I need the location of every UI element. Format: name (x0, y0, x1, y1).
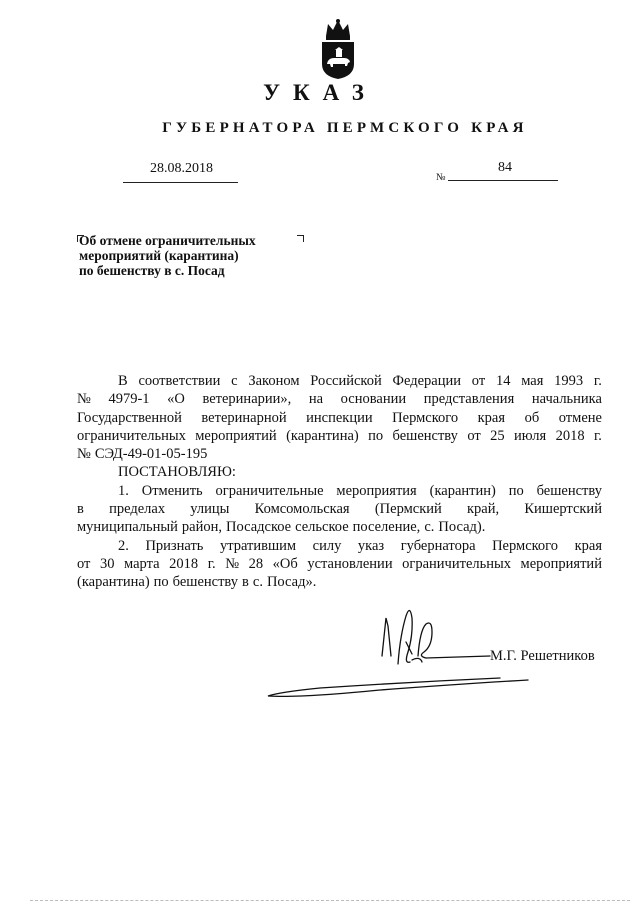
word: ветеринарной (201, 409, 287, 426)
word: от (467, 427, 481, 444)
document-number: 84 (498, 160, 512, 175)
word: В (118, 373, 128, 389)
word: Российской (310, 373, 382, 389)
word: установлении (307, 555, 393, 572)
word: край, (467, 501, 500, 518)
word: улицы (190, 501, 230, 518)
word: начальника (531, 391, 602, 408)
word: 2018 (169, 555, 199, 572)
word: мероприятия (336, 482, 417, 499)
word: Федерации (392, 373, 461, 389)
word: 4979-1 (108, 391, 150, 408)
number-underline (448, 180, 558, 181)
subject-line: Об отмене ограничительных (79, 233, 256, 248)
word: (карантина) (286, 427, 359, 444)
word: соответствии (138, 373, 221, 389)
word: от (77, 555, 91, 572)
word: ПОСТАНОВЛЯЮ: (118, 464, 236, 481)
word: на (308, 391, 324, 408)
word: силу (312, 537, 342, 554)
word: указ (357, 537, 385, 554)
date-underline (123, 182, 238, 183)
word: марта (124, 555, 160, 572)
word: Пермского (492, 537, 559, 554)
word: 25 (490, 427, 505, 444)
word: № (225, 555, 240, 572)
word: по (508, 482, 524, 499)
word: Кишертский (524, 501, 602, 518)
word: район, (181, 519, 222, 536)
word: мероприятий (520, 555, 602, 572)
word: отмене (558, 409, 602, 426)
word: Посад». (266, 574, 317, 591)
word: (Пермский (374, 501, 442, 518)
word: утратившим (219, 537, 297, 554)
body-line (77, 518, 602, 536)
word: ограничительных (77, 427, 186, 444)
word: с. (252, 574, 263, 591)
word: края (574, 537, 602, 554)
word: Посадское (226, 519, 292, 536)
word: (карантин) (429, 482, 496, 499)
body-line (77, 555, 602, 573)
word: (карантина) (77, 574, 150, 591)
subject-line: мероприятий (карантина) (79, 248, 239, 263)
body-line (77, 573, 602, 591)
body-line (77, 482, 602, 500)
decree-word (77, 463, 602, 481)
signer-name: М.Г. Решетников (490, 648, 595, 664)
word: по (153, 574, 169, 591)
word: поселение, (352, 519, 421, 536)
word: г. (593, 373, 602, 389)
word: г. (593, 427, 602, 444)
word: мероприятий (195, 427, 277, 444)
word: ветеринарии», (202, 391, 292, 408)
body-line (77, 427, 602, 445)
word: № (77, 446, 91, 463)
word: 28 (248, 555, 264, 572)
word: 1. (118, 482, 129, 499)
word: 2018 (555, 427, 585, 444)
document-date: 28.08.2018 (150, 161, 213, 176)
word: инспекции (306, 409, 373, 426)
word: 30 (99, 555, 115, 572)
perm-krai-coat-of-arms-icon (318, 18, 358, 80)
word: июля (514, 427, 547, 444)
number-sign: № (436, 172, 446, 183)
word: с. (424, 519, 435, 536)
word: г. (207, 555, 216, 572)
issuer-title: ГУБЕРНАТОРА ПЕРМСКОГО КРАЯ (162, 120, 528, 136)
subject-line: по бешенству в с. Посад (79, 263, 225, 278)
document-type-title: УКАЗ (263, 80, 377, 105)
body-line (77, 372, 602, 390)
word: губернатора (400, 537, 476, 554)
word: по (368, 427, 384, 444)
body-line (77, 500, 602, 518)
word: «О (167, 391, 185, 408)
word: 14 (495, 373, 511, 389)
word: № (77, 391, 91, 408)
body-line (77, 445, 602, 463)
word: ограничительных (402, 555, 511, 572)
word: «Об (272, 555, 298, 572)
word: края (477, 409, 506, 426)
word: 1993 (554, 373, 584, 389)
word: в (77, 501, 84, 518)
document-body (77, 372, 602, 592)
word: бешенству (392, 427, 458, 444)
word: Пермского (392, 409, 459, 426)
word: мая (521, 373, 544, 389)
word: сельское (295, 519, 349, 536)
word: представления (423, 391, 515, 408)
word: Признать (145, 537, 204, 554)
body-line (77, 390, 602, 408)
word: Комсомольская (254, 501, 350, 518)
word: от (471, 373, 486, 389)
page-bottom-edge (30, 900, 630, 901)
word: Законом (248, 373, 300, 389)
word: 2. (118, 537, 129, 554)
word: пределах (109, 501, 166, 518)
word: СЭД-49-01-05-195 (94, 446, 208, 463)
word: Посад). (438, 519, 486, 536)
word: Отменить (141, 482, 203, 499)
word: бешенству (172, 574, 239, 591)
body-line (77, 537, 602, 555)
word: об (524, 409, 540, 426)
body-line (77, 409, 602, 427)
word: муниципальный (77, 519, 178, 536)
word: ограничительные (215, 482, 324, 499)
word: бешенству (536, 482, 602, 499)
word: основании (340, 391, 407, 408)
document-subject (79, 233, 309, 278)
word: Государственной (77, 409, 182, 426)
word: с (231, 373, 238, 389)
word: в (242, 574, 249, 591)
